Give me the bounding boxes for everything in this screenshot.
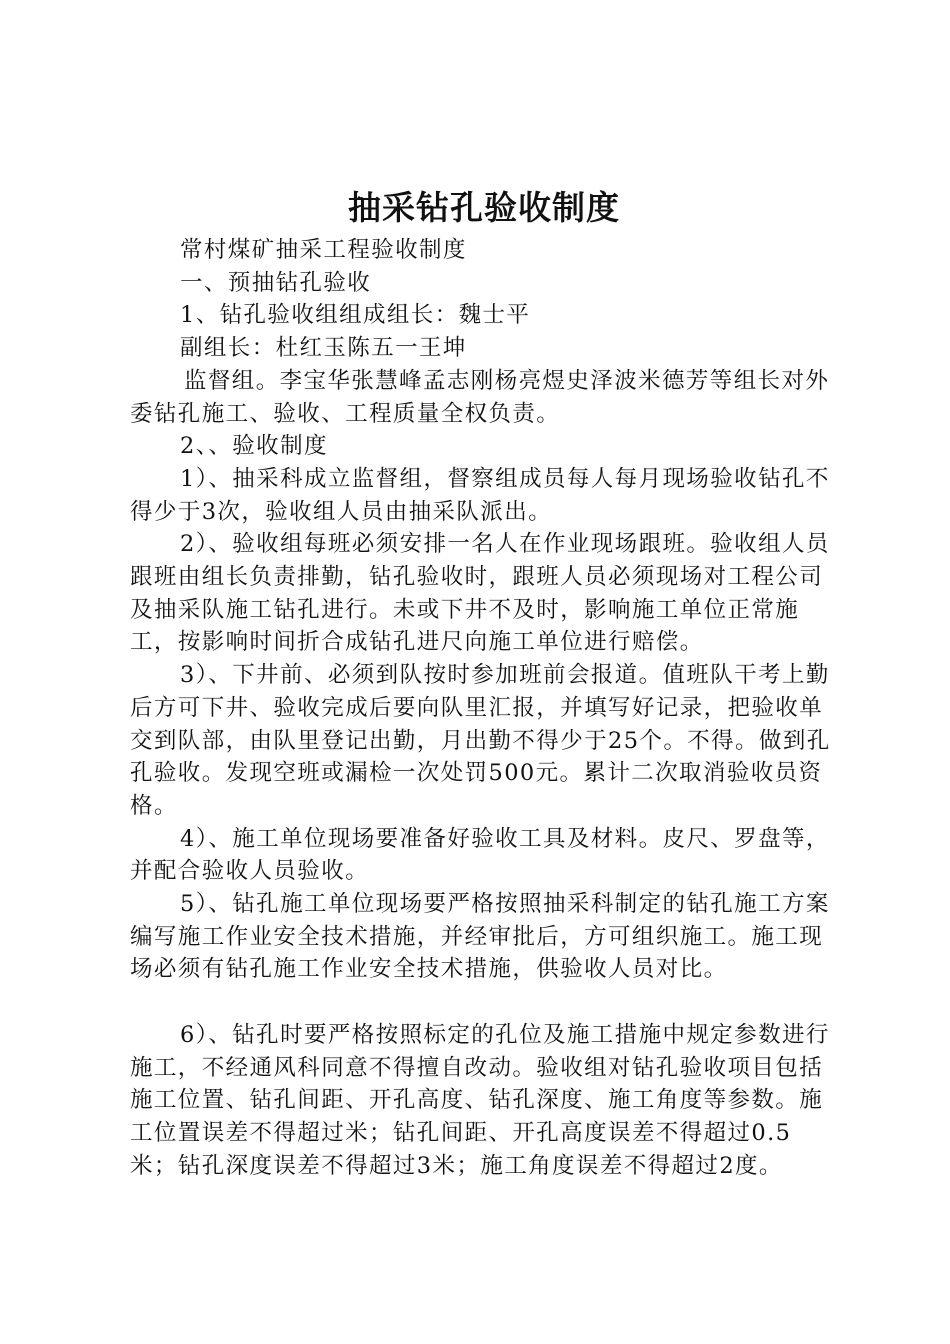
paragraph-rule-6: 6）、钻孔时要严格按照标定的孔位及施工措施中规定参数进行施工，不经通风科同意不得擅自改动。验收组对钻孔验收项目包括施工位置、钻孔间距、开孔高度、钻孔深度、施工角度等参数。施工位置误差不得超过米；钻孔间距、开孔高度误差不得超过0.5米；钻孔深度误差不得超过3米；施工角度误差不得超过2度。 — [130, 1021, 830, 1179]
paragraph-deputy-leader: 副组长：杜红玉陈五一王坤 — [180, 335, 467, 362]
blank-line — [130, 986, 838, 1019]
paragraph-group-leader: 1、钻孔验收组组成组长：魏士平 — [180, 302, 531, 329]
paragraph-rule-1: 1）、抽采科成立监督组，督察组成员每人每月现场验收钻孔不得少于3次，验收组人员由抽采队派出。 — [130, 465, 830, 525]
paragraph-supervision-group: 监督组。李宝华张慧峰孟志刚杨亮煜史泽波米德芳等组长对外委钻孔施工、验收、工程质量全权负责。 — [130, 367, 830, 427]
paragraph-rule-3: 3）、下井前、必须到队按时参加班前会报道。值班队干考上勤后方可下井、验收完成后要向队里汇报，并填写好记录，把验收单交到队部，由队里登记出勤，月出勤不得少于25个。不得。做到孔孔验收。发现空班或漏检一次处罚500元。累计二次取消验收员资格。 — [130, 662, 831, 819]
document-title: 抽采钻孔验收制度 — [348, 188, 620, 227]
paragraph-rule-4: 4）、施工单位现场要准备好验收工具及材料。皮尺、罗盘等，并配合验收人员验收。 — [130, 825, 830, 885]
paragraph-mine-system-title: 常村煤矿抽采工程验收制度 — [180, 237, 467, 263]
paragraph-rule-5: 5）、钻孔施工单位现场要严格按照抽采科制定的钻孔施工方案编写施工作业安全技术措施，并经审批后，方可组织施工。施工现场必须有钻孔施工作业安全技术措施，供验收人员对比。 — [130, 891, 830, 983]
paragraph-section-one: 一、预抽钻孔验收 — [180, 269, 372, 296]
document-body — [130, 234, 838, 1182]
paragraph-section-two: 2、、验收制度 — [180, 433, 328, 460]
paragraph-rule-2: 2）、验收组每班必须安排一名人在作业现场跟班。验收组人员跟班由组长负责排勤，钻孔验收时，跟班人员必须现场对工程公司及抽采队施工钻孔进行。未或下井不及时，影响施工单位正常施工，按影响时间折合成钻孔进尺向施工单位进行赔偿。 — [130, 531, 830, 656]
